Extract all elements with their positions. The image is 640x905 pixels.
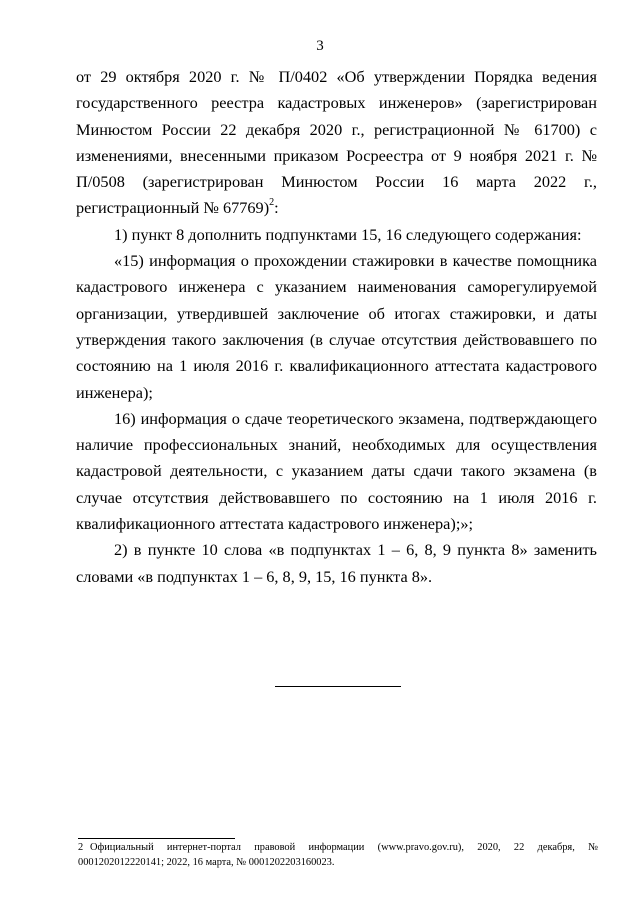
item-1-paragraph: 1) пункт 8 дополнить подпунктами 15, 16 следующего содержания:	[114, 224, 582, 244]
intro-paragraph	[76, 64, 597, 222]
end-of-text-separator	[275, 686, 401, 687]
subitem-15-paragraph: «15) информация о прохождении стажировки в качестве помощника кадастрового инженера с указанием наименования саморегулируемой организации, утвердившей заключение об итогах стажировки, и даты утверждения такого заключения (в случае отсутствия действовавшего по состоянию на 1 июля 2016 г. квалификационного аттестата кадастрового инженера);	[76, 251, 597, 402]
page-number: 3	[316, 38, 324, 54]
item-2-paragraph: 2) в пункте 10 слова «в подпунктах 1 – 6, 8, 9 пункта 8» заменить словами «в подпунктах 1 – 6, 8, 9, 15, 16 пункта 8».	[76, 540, 597, 586]
subitem-16-paragraph: 16) информация о сдаче теоретического экзамена, подтверждающего наличие профессиональных знаний, необходимых для осуществления кадастровой деятельности, с указанием даты сдачи такого экзамена (в случае отсутствия действовавшего по состоянию на 1 июля 2016 г. квалификационного аттестата кадастрового инженера);»;	[76, 408, 597, 534]
intro-paragraph-end: :	[274, 198, 279, 218]
footnote-text: Официальный интернет-портал правовой информации (www.pravo.gov.ru), 2020, 22 декабря, № 0001202012220141; 2022, 16 марта, № 0001202203160023.	[78, 842, 598, 868]
footnote	[78, 841, 598, 870]
footnote-reference: 2	[269, 196, 275, 208]
footnote-mark: 2	[78, 842, 84, 853]
footnote-divider	[78, 838, 235, 839]
intro-paragraph-text: от 29 октября 2020 г. № П/0402 «Об утверждении Порядка ведения государственного реестра кадастровых инженеров» (зарегистрирован Минюстом России 22 декабря 2020 г., регистрационной № 61700) с изменениями, внесенными приказом Росреестра от 9 ноября 2021 г. № П/0508 (зарегистрирован Минюстом России 16 марта 2022 г., регистрационный № 67769)	[76, 67, 597, 218]
document-body	[76, 64, 597, 590]
